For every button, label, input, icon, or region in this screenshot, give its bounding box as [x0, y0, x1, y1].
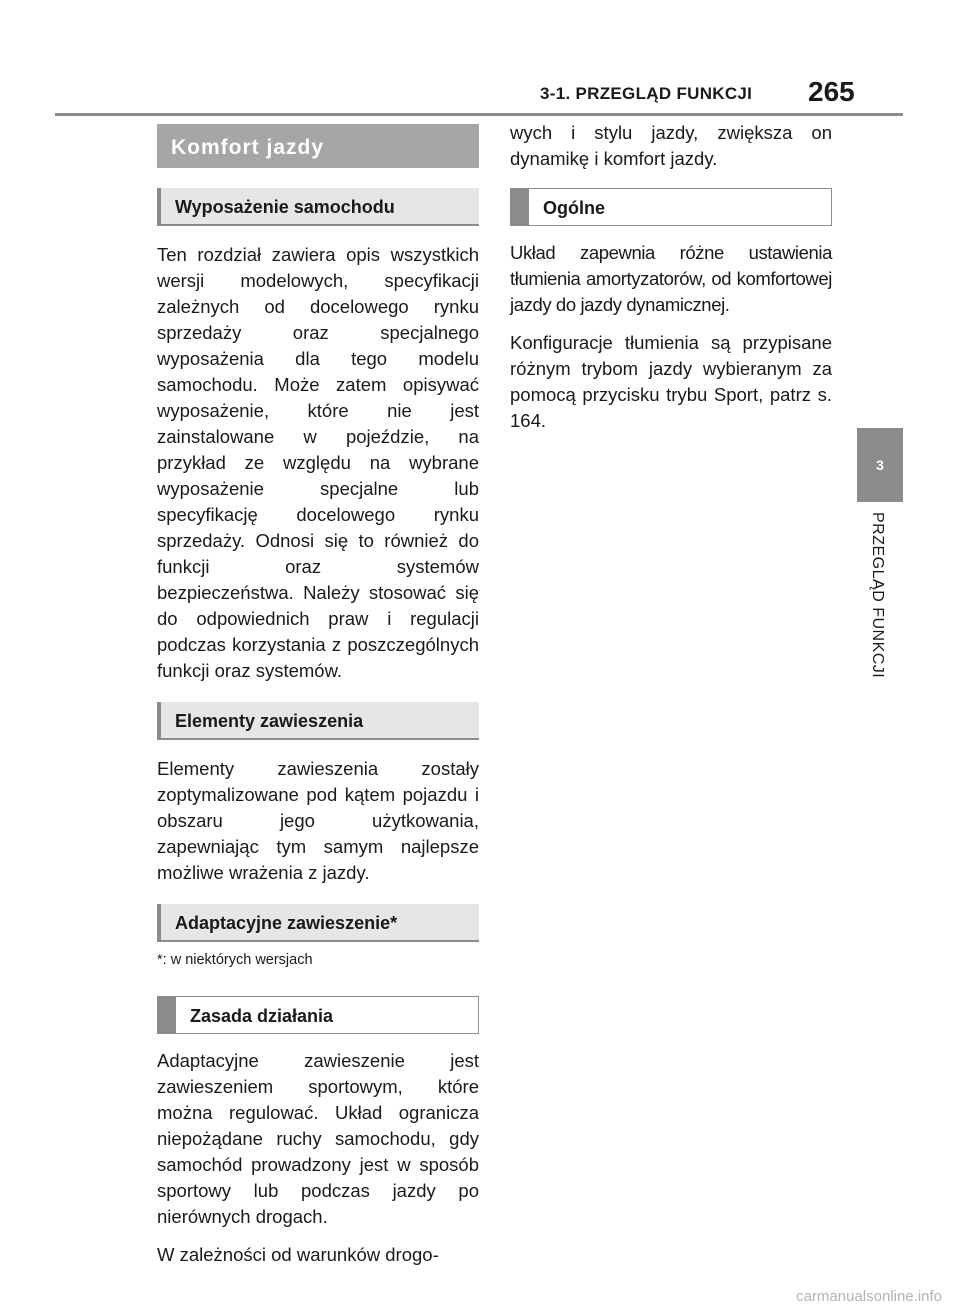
header-divider [55, 113, 903, 116]
paragraph-general-1: Układ zapewnia różne ustawienia tłumienia amortyzatorów, od komfortowej jazdy do jazdy dynamicznej. [510, 242, 832, 315]
right-column [510, 120, 832, 446]
heading-principle [157, 996, 479, 1034]
heading-bar [511, 189, 529, 225]
header-section-title: 3-1. PRZEGLĄD FUNKCJI [540, 84, 753, 103]
heading-suspension: Elementy zawieszenia [157, 702, 479, 740]
chapter-tab [857, 428, 903, 502]
paragraph-suspension: Elementy zawieszenia zostały zoptymalizowane pod kątem pojazdu i obszaru jego użytkowania, zapewniając tym samym najlepsze możliwe wrażenia z jazdy. [157, 758, 479, 883]
paragraph-general-2: Konfiguracje tłumienia są przypisane różnym trybom jazdy wybieranym za pomocą przycisku trybu Sport, patrz s. 164. [510, 332, 832, 431]
heading-bar [158, 997, 176, 1033]
paragraph-continue: wych i stylu jazdy, zwiększa on dynamikę i komfort jazdy. [510, 122, 832, 169]
heading-adaptive: Adaptacyjne zawieszenie* [157, 904, 479, 942]
paragraph-principle: Adaptacyjne zawieszenie jest zawieszeniem sportowym, które można regulować. Układ ogranicza niepożądane ruchy samochodu, gdy samochód prowadzony jest w sposób sportowy lub podczas jazdy po nierównych drogach. [157, 1050, 479, 1227]
watermark: carmanualsonline.info [796, 1288, 942, 1305]
footnote: *: w niektórych wersjach [157, 952, 313, 968]
chapter-label: PRZEGLĄD FUNKCJI [869, 512, 886, 679]
chapter-number: 3 [876, 457, 884, 473]
left-column [157, 124, 479, 1280]
paragraph-principle-2: W zależności od warunków drogo- [157, 1244, 439, 1265]
heading-equipment: Wyposażenie samochodu [157, 188, 479, 226]
heading-general [510, 188, 832, 226]
paragraph-equipment: Ten rozdział zawiera opis wszystkich wersji modelowych, specyfikacji zależnych od docelowego rynku sprzedaży oraz specjalnego wyposażenia dla tego modelu samochodu. Może zatem opisywać wyposażenie, które nie jest zainstalowane w pojeździe, na przykład ze względu na wybrane wyposażenie specjalne lub specyfikację docelowego rynku sprzedaży. Odnosi się to również do funkcji oraz systemów bezpieczeństwa. Należy stosować się do odpowiednich praw i regulacji podczas korzystania z poszczególnych funkcji oraz systemów. [157, 244, 479, 681]
heading-general-label: Ogólne [543, 198, 605, 218]
page-number: 265 [808, 76, 855, 107]
heading-principle-label: Zasada działania [190, 1006, 334, 1026]
main-heading: Komfort jazdy [157, 124, 479, 168]
